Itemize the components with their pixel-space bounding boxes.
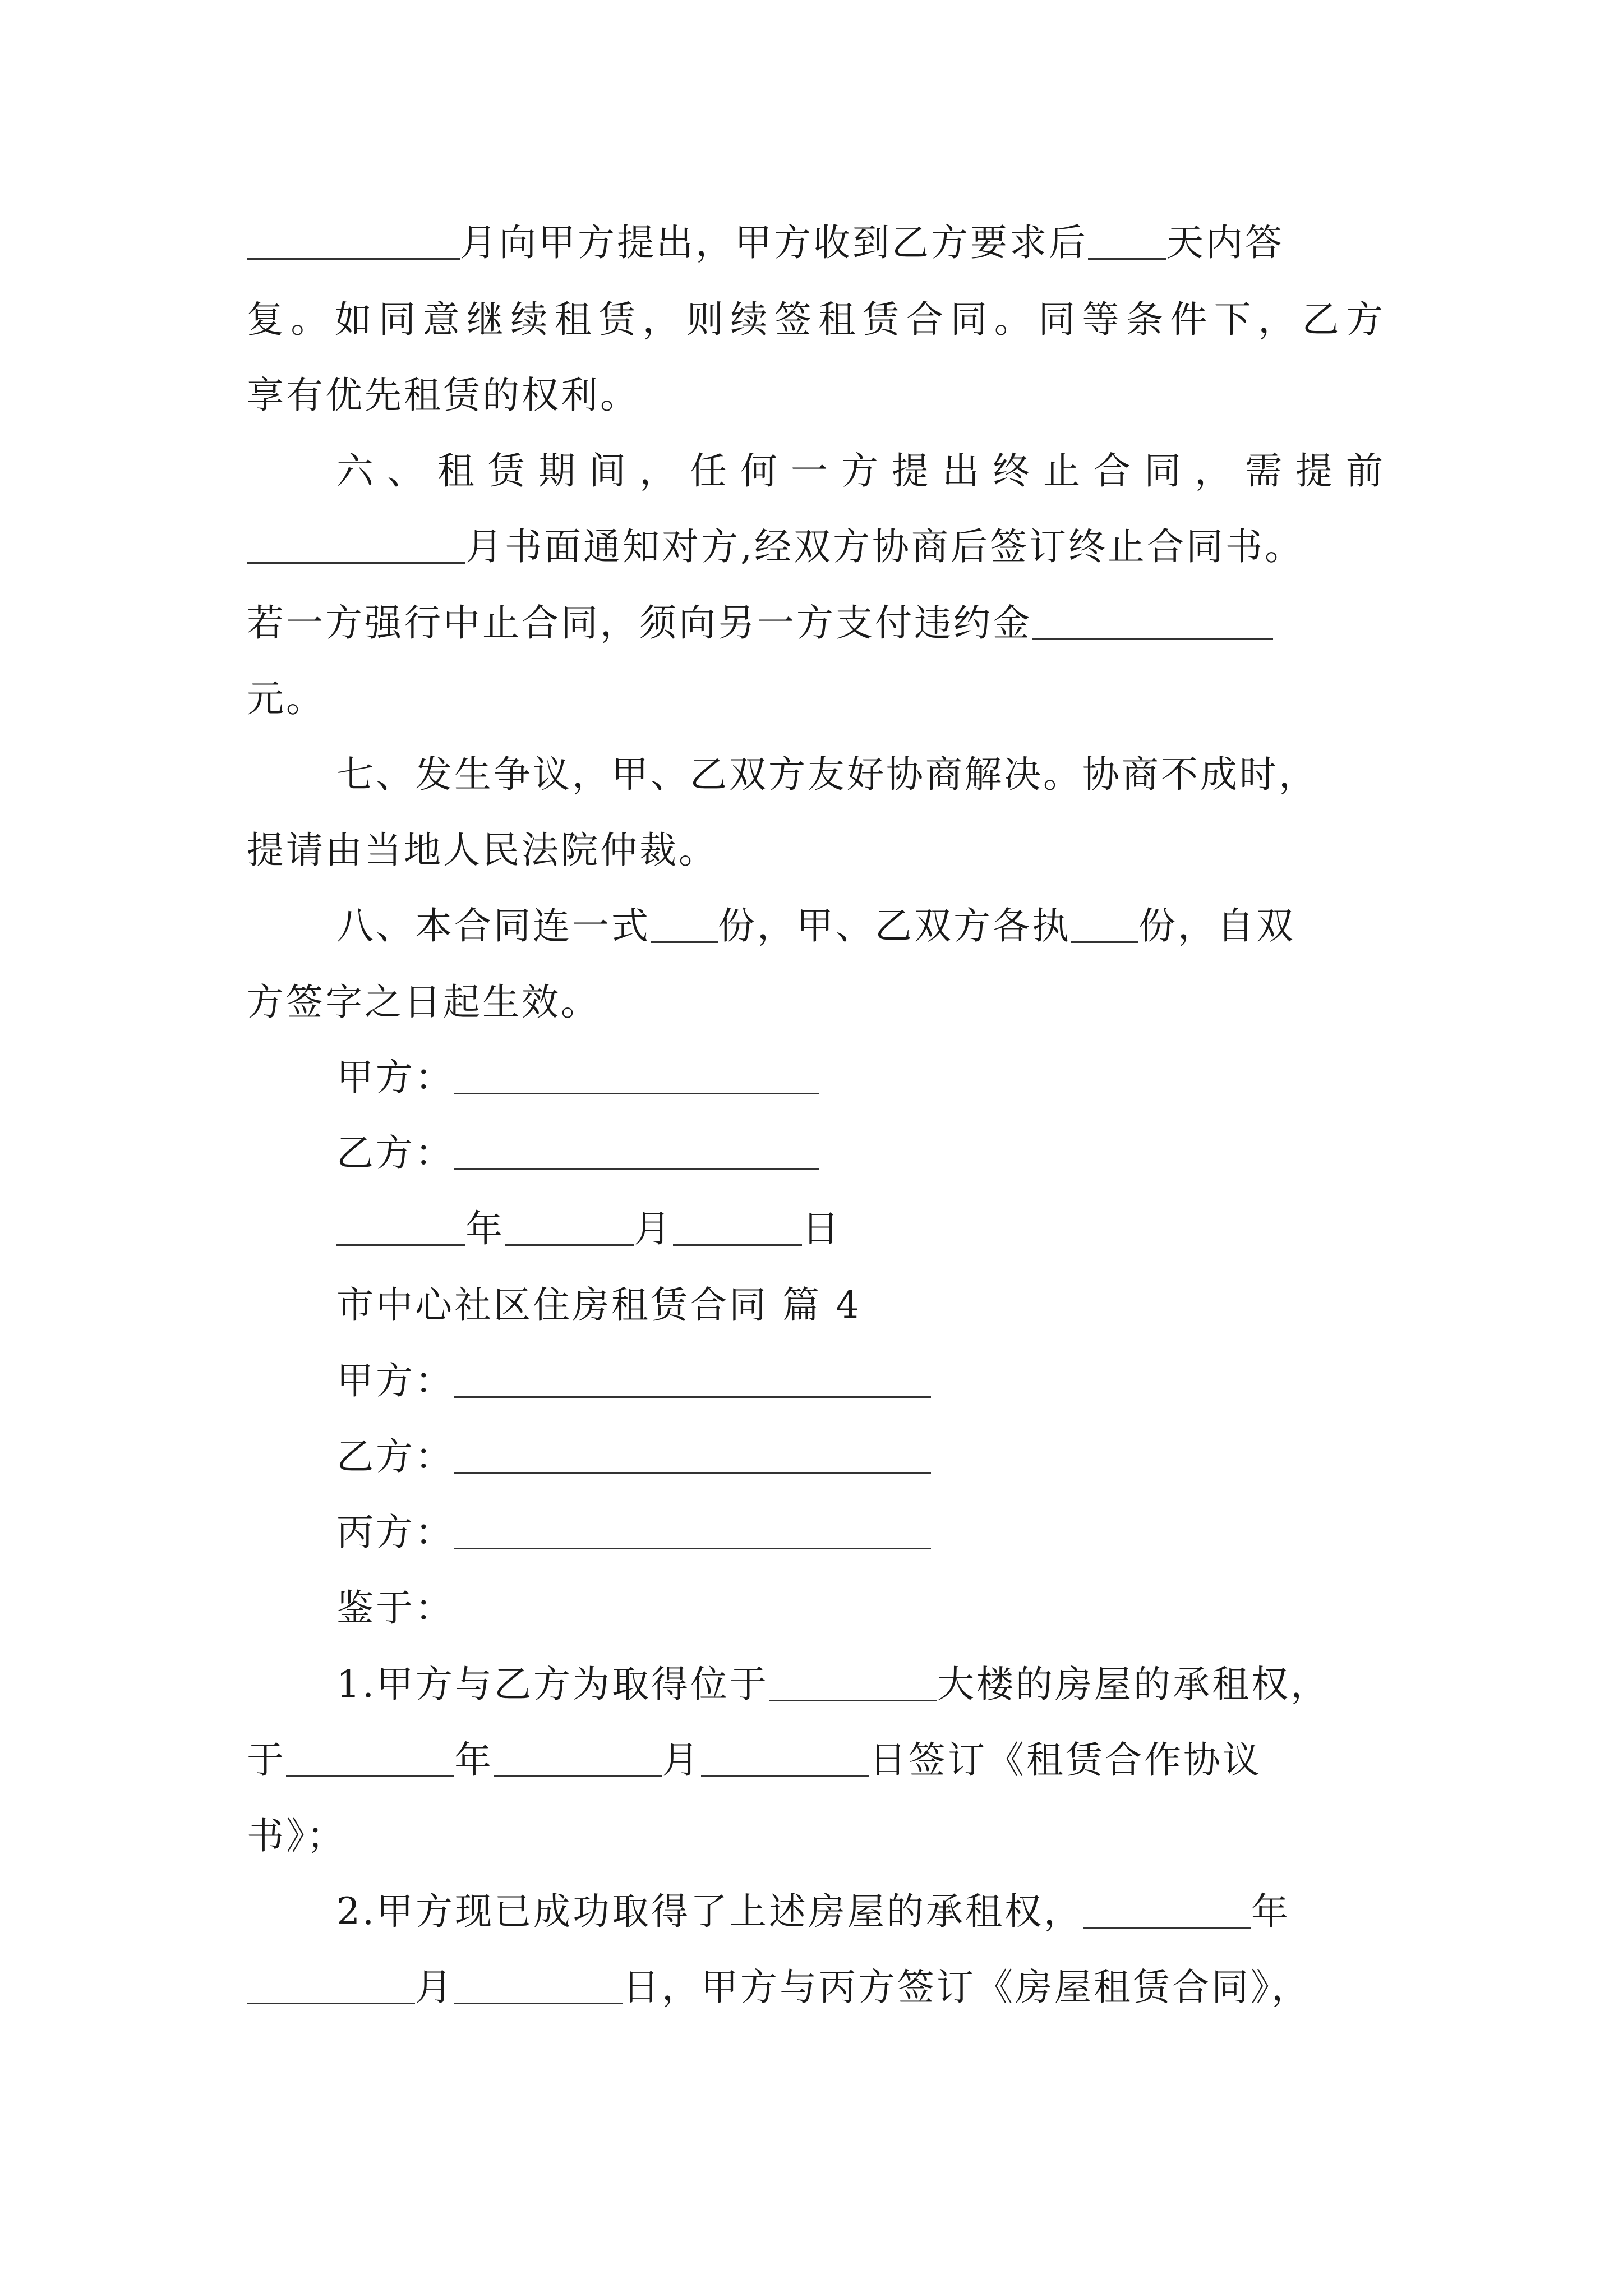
blank-field [1083, 1893, 1251, 1929]
clause-six-line-1: 六、租赁期间，任何一方提出终止合同，需提前 [336, 449, 1385, 493]
blank-field [1032, 605, 1273, 640]
signature-date: 年 月 日 [336, 1204, 1385, 1254]
clause-five-continued-line-1: 月向甲方提出，甲方收到乙方要求后 天内答 [247, 218, 1385, 268]
blank-field [286, 1742, 454, 1777]
blank-field [454, 1059, 819, 1094]
blank-field [673, 1211, 802, 1246]
blank-field [769, 1666, 937, 1701]
clause-eight-line-1: 八、本合同连一式 份，甲、乙双方各执 份，自双 [336, 904, 1295, 947]
signature-party-a: 甲方： [336, 1052, 1385, 1103]
clause-six-line-2: 月书面通知对方,经双方协商后签订终止合同书。 [247, 522, 1385, 572]
clause-six-line-3: 若一方强行中止合同，须向另一方支付违约金 [247, 598, 1385, 648]
blank-field [1088, 224, 1166, 260]
whereas-item-2-line-1: 2.甲方现已成功取得了上述房屋的承租权， 年 [336, 1890, 1290, 1933]
whereas-item-1-line-1: 1.甲方与乙方为取得位于 大楼的房屋的承租权， [336, 1663, 1330, 1706]
blank-field [336, 1211, 465, 1246]
clause-six-line-4: 元。 [247, 677, 325, 720]
blank-field [494, 1742, 662, 1777]
blank-field [247, 1969, 415, 2004]
clause-eight-line-2: 方签字之日起生效。 [247, 981, 600, 1024]
blank-field [1071, 908, 1138, 943]
blank-field [505, 1211, 634, 1246]
whereas-item-1-line-3: 书》； [247, 1814, 346, 1857]
blank-field [454, 1514, 931, 1549]
section-title: 市中心社区住房租赁合同 篇 4 [336, 1283, 861, 1327]
blank-field [454, 1135, 819, 1170]
clause-five-continued-line-2: 复。如同意继续租赁，则续签租赁合同。同等条件下，乙方 [247, 298, 1385, 341]
clause-seven-line-2: 提请由当地人民法院仲裁。 [247, 829, 718, 872]
whereas-item-2-line-2: 月 日，甲方与丙方签订《房屋租赁合同》， [247, 1962, 1385, 2013]
blank-field [651, 908, 718, 943]
whereas-heading: 鉴于： [336, 1586, 454, 1630]
blank-field [454, 1438, 931, 1474]
blank-field [247, 528, 465, 564]
blank-field [454, 1363, 931, 1398]
party-c-field: 丙方： [336, 1507, 1385, 1558]
party-b-field: 乙方： [336, 1432, 1385, 1482]
whereas-item-1-line-2: 于 年 月 日签订《租赁合作协议 [247, 1738, 1262, 1782]
clause-seven-line-1: 七、发生争议，甲、乙双方友好协商解决。协商不成时， [336, 753, 1318, 796]
signature-party-b: 乙方： [336, 1128, 1385, 1179]
party-a-field: 甲方： [336, 1356, 1385, 1406]
clause-five-continued-line-3: 享有优先租赁的权利。 [247, 374, 639, 417]
blank-field [454, 1969, 623, 2004]
blank-field [247, 224, 460, 260]
blank-field [701, 1742, 869, 1777]
